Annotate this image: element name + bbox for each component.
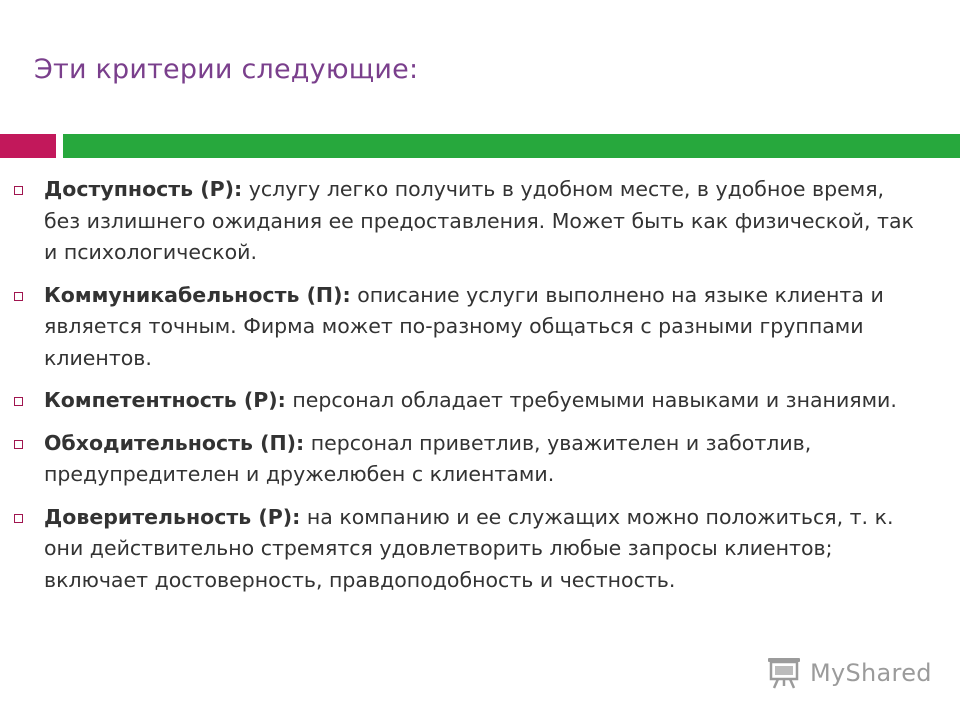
square-bullet-icon [14, 397, 23, 406]
criterion-description: персонал обладает требуемыми навыками и знаниями. [285, 388, 897, 412]
criterion-term: Коммуникабельность (П): [44, 282, 351, 307]
square-bullet-icon [14, 292, 23, 301]
criterion-term: Компетентность (Р): [44, 388, 286, 412]
criterion-item-competence [44, 385, 924, 417]
slide-title: Эти критерии следующие: [34, 54, 419, 85]
criterion-item-accessibility [44, 174, 924, 269]
criteria-list [44, 174, 924, 607]
criterion-description: услугу легко получить в удобном месте, в удобное время, без излишнего ожидания ее предоставления. Может быть как физической, так и психологической. [44, 177, 914, 264]
accent-bar-green [63, 134, 960, 158]
criterion-term: Доверительность (Р): [44, 504, 301, 529]
criterion-item-communication [44, 280, 924, 375]
criterion-description: на компанию и ее служащих можно положиться, т. к. они действительно стремятся удовлетворить любые запросы клиентов; включает достоверность, правдоподобность и честность. [44, 504, 894, 592]
projector-screen-icon [766, 656, 802, 690]
criterion-description: персонал приветлив, уважителен и заботлив, предупредителен и дружелюбен с клиентами. [44, 430, 812, 486]
watermark-brand: MyShared [810, 659, 932, 687]
criterion-term: Обходительность (П): [44, 430, 305, 455]
criterion-item-credibility [44, 502, 924, 597]
criterion-description: описание услуги выполнено на языке клиента и является точным. Фирма может по-разному общаться с разными группами клиентов. [44, 282, 884, 370]
criterion-term: Доступность (Р): [44, 177, 243, 201]
accent-bar-pink [0, 134, 56, 158]
square-bullet-icon [14, 186, 23, 195]
square-bullet-icon [14, 514, 23, 523]
criterion-item-courtesy [44, 428, 924, 491]
watermark [766, 656, 932, 690]
square-bullet-icon [14, 440, 23, 449]
